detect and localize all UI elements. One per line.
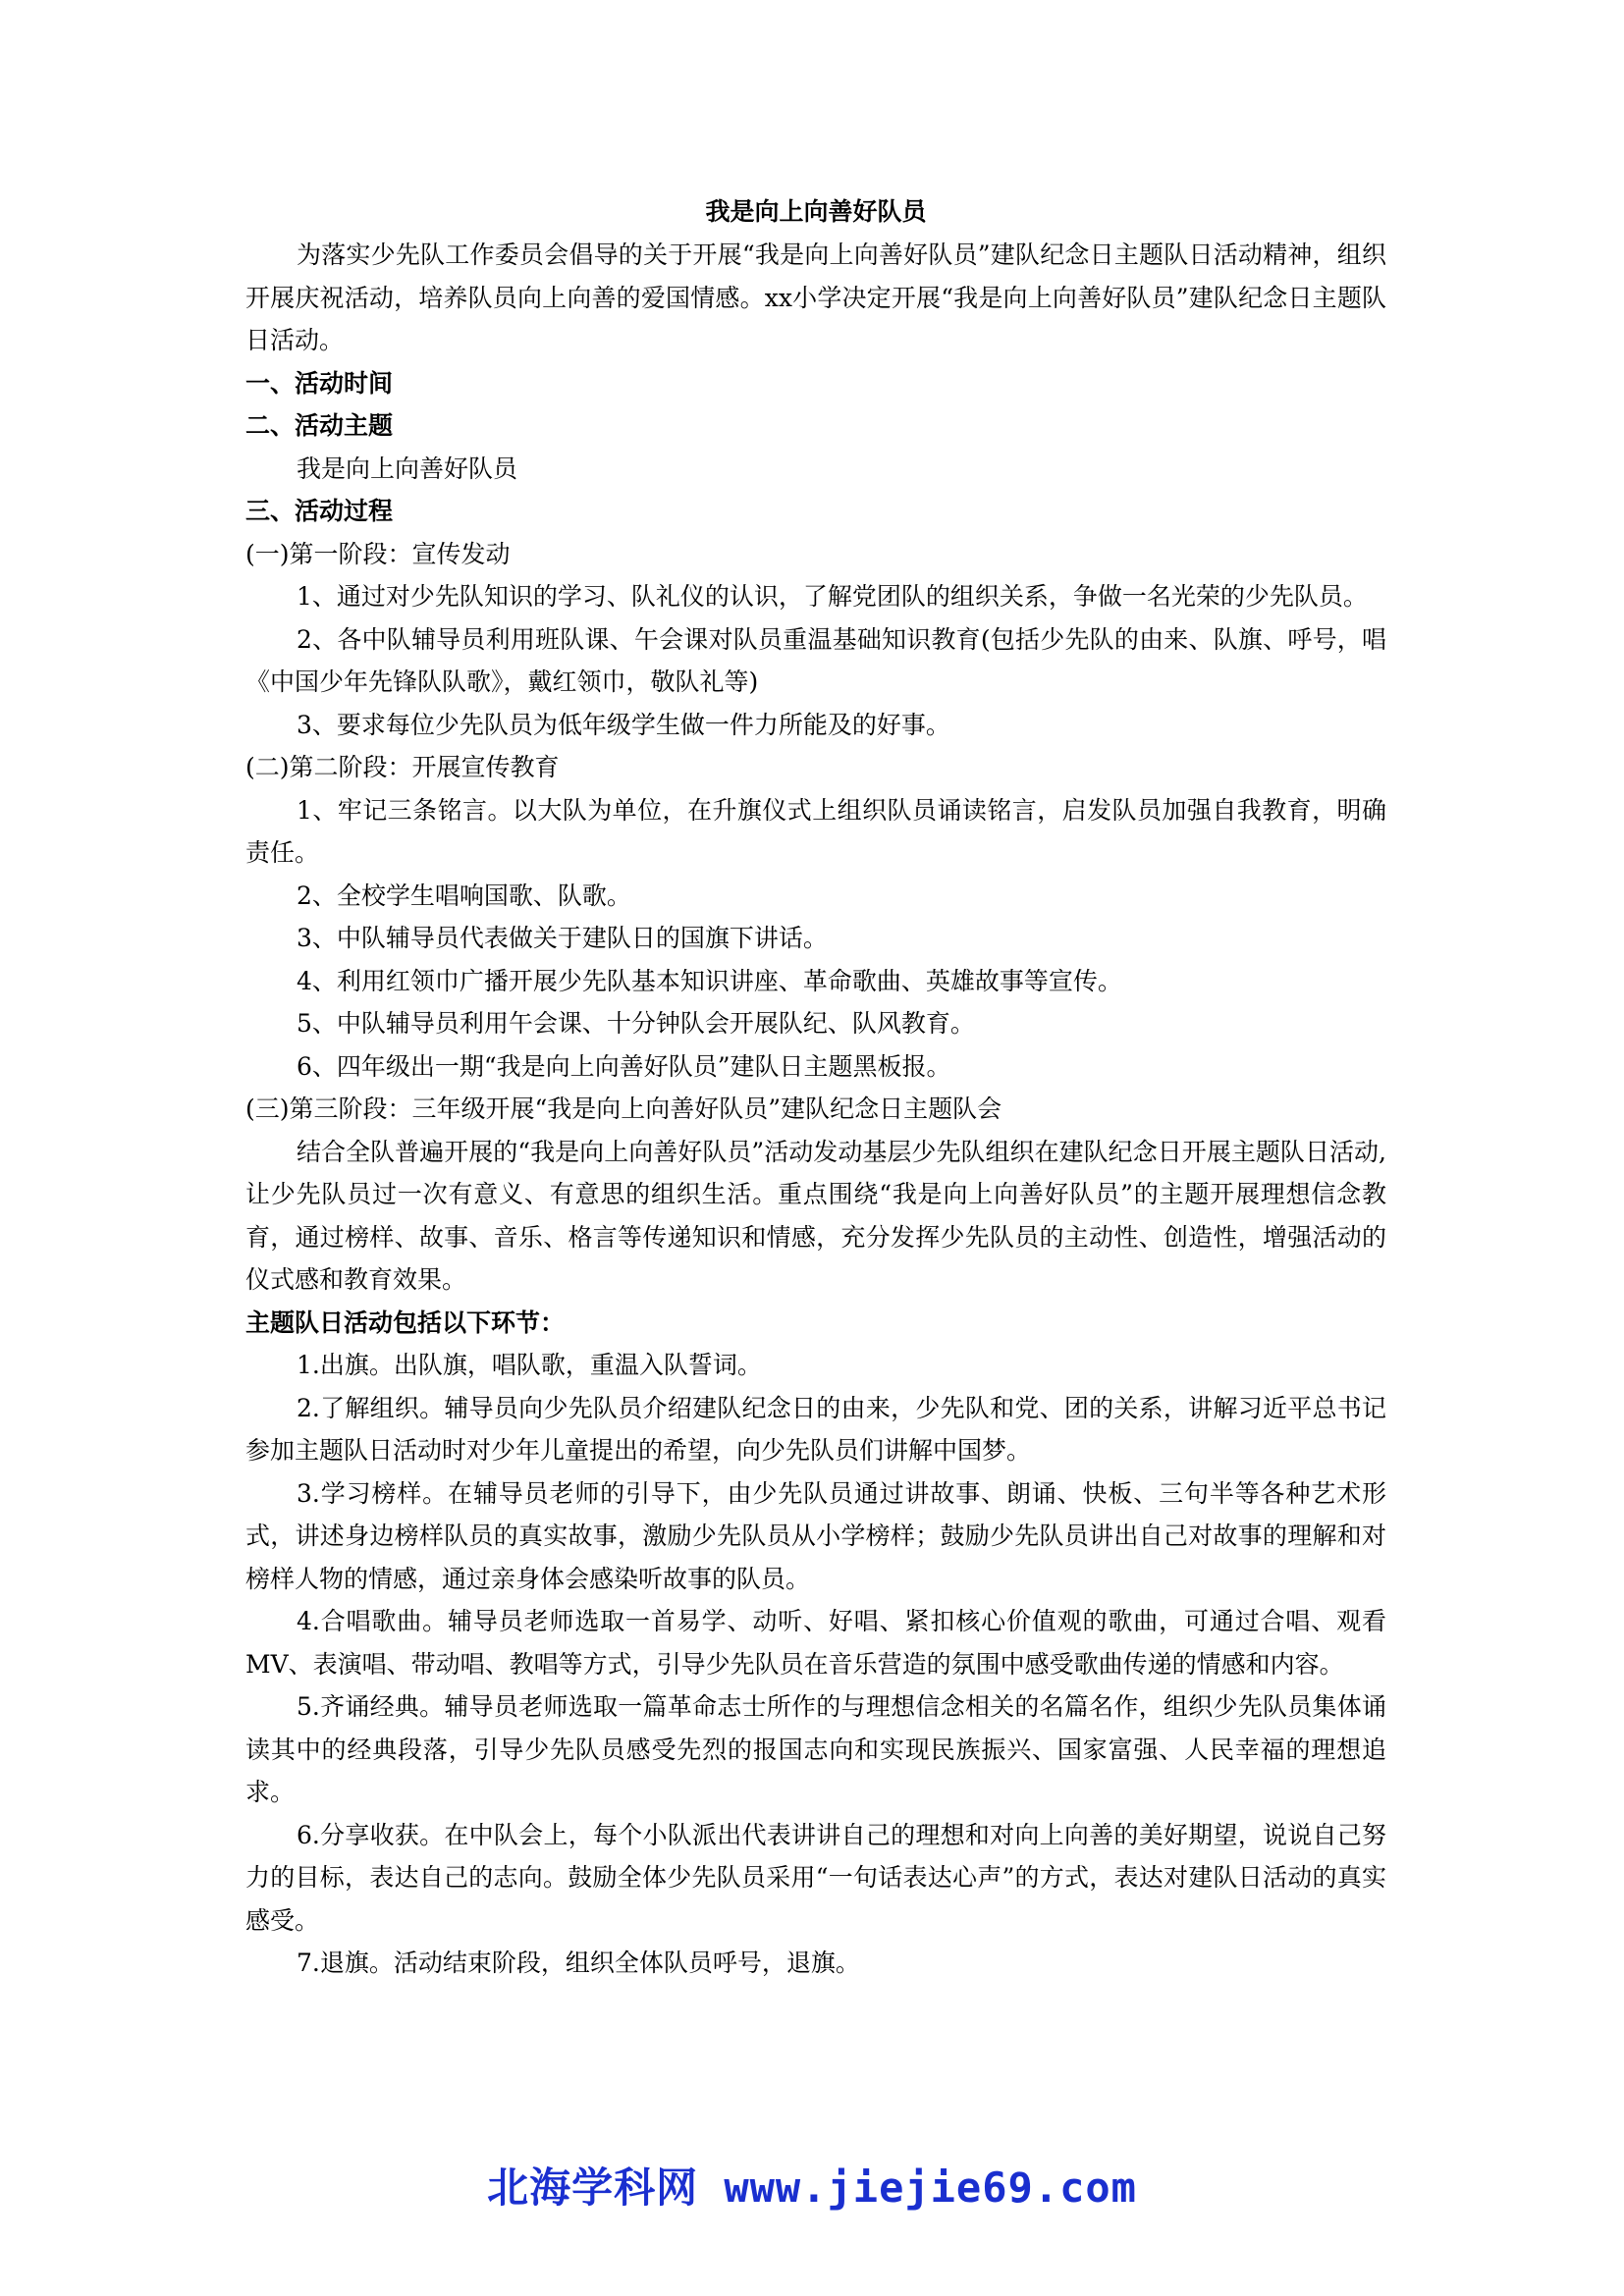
footer-watermark: 北海学科网 www.jiejie69.com [487,2163,1137,2212]
phase2-item: 5、中队辅导员利用午会课、十分钟队会开展队纪、队风教育。 [297,1009,975,1038]
step-item: 3.学习榜样。在辅导员老师的引导下，由少先队员通过讲故事、朗诵、快板、三句半等各种艺术形式，讲述身边榜样队员的真实故事，激励少先队员从小学榜样；鼓励少先队员讲出自己对故事的理解和对榜样人物的情感，通过亲身体会感染听故事的队员。 [245,1478,1386,1593]
intro-paragraph: 为落实少先队工作委员会倡导的关于开展“我是向上向善好队员”建队纪念日主题队日活动精神，组织开展庆祝活动，培养队员向上向善的爱国情感。xx小学决定开展“我是向上向善好队员”建队纪念日主题队日活动。 [245,240,1386,354]
phase1-item: 3、要求每位少先队员为低年级学生做一件力所能及的好事。 [297,710,950,739]
phase1-item: 1、通过对少先队知识的学习、队礼仪的认识，了解党团队的组织关系，争做一名光荣的少先队员。 [297,582,1368,611]
section-heading-process: 三、活动过程 [245,497,394,525]
step-item: 5.齐诵经典。辅导员老师选取一篇革命志士所作的与理想信念相关的名篇名作，组织少先队员集体诵读其中的经典段落，引导少先队员感受先烈的报国志向和实现民族振兴、国家富强、人民幸福的理想追求。 [245,1692,1386,1806]
phase2-heading: (二)第二阶段：开展宣传教育 [245,753,560,781]
phase2-item: 3、中队辅导员代表做关于建队日的国旗下讲话。 [297,924,828,952]
phase1-item: 2、各中队辅导员利用班队课、午会课对队员重温基础知识教育(包括少先队的由来、队旗、呼号，唱《中国少年先锋队队歌》，戴红领巾，敬队礼等) [245,624,1386,696]
step-item: 2.了解组织。辅导员向少先队员介绍建队纪念日的由来，少先队和党、团的关系，讲解习近平总书记参加主题队日活动时对少年儿童提出的希望，向少先队员们讲解中国梦。 [245,1393,1386,1465]
document-title: 我是向上向善好队员 [705,197,927,226]
phase2-item: 4、利用红领巾广播开展少先队基本知识讲座、革命歌曲、英雄故事等宣传。 [297,966,1122,995]
phase2-item: 2、全校学生唱响国歌、队歌。 [297,881,631,910]
steps-heading: 主题队日活动包括以下环节： [245,1308,566,1337]
section-heading-theme: 二、活动主题 [245,411,394,440]
step-item: 7.退旗。活动结束阶段，组织全体队员呼号，退旗。 [297,1949,860,1977]
phase3-paragraph: 结合全队普遍开展的“我是向上向善好队员”活动发动基层少先队组织在建队纪念日开展主题队日活动,让少先队员过一次有意义、有意思的组织生活。重点围绕“我是向上向善好队员”的主题开展理想信念教育，通过榜样、故事、音乐、格言等传递知识和情感，充分发挥少先队员的主动性、创造性，增强活动的仪式感和教育效果。 [245,1137,1386,1294]
section-heading-time: 一、活动时间 [245,368,394,398]
phase3-heading: (三)第三阶段：三年级开展“我是向上向善好队员”建队纪念日主题队会 [245,1095,1002,1123]
step-item: 6.分享收获。在中队会上，每个小队派出代表讲讲自己的理想和对向上向善的美好期望，说说自己努力的目标，表达自己的志向。鼓励全体少先队员采用“一句话表达心声”的方式，表达对建队日活动的真实感受。 [245,1820,1386,1935]
document-body [245,192,1386,1985]
theme-text: 我是向上向善好队员 [297,454,518,483]
step-item: 1.出旗。出队旗，唱队歌，重温入队誓词。 [297,1351,762,1379]
phase2-item: 6、四年级出一期“我是向上向善好队员”建队日主题黑板报。 [297,1051,951,1081]
step-item: 4.合唱歌曲。辅导员老师选取一首易学、动听、好唱、紧扣核心价值观的歌曲，可通过合唱、观看MV、表演唱、带动唱、教唱等方式，引导少先队员在音乐营造的氛围中感受歌曲传递的情感和内容。 [245,1607,1386,1679]
phase1-heading: (一)第一阶段：宣传发动 [245,539,511,568]
phase2-item: 1、牢记三条铭言。以大队为单位，在升旗仪式上组织队员诵读铭言，启发队员加强自我教育，明确责任。 [245,795,1386,867]
